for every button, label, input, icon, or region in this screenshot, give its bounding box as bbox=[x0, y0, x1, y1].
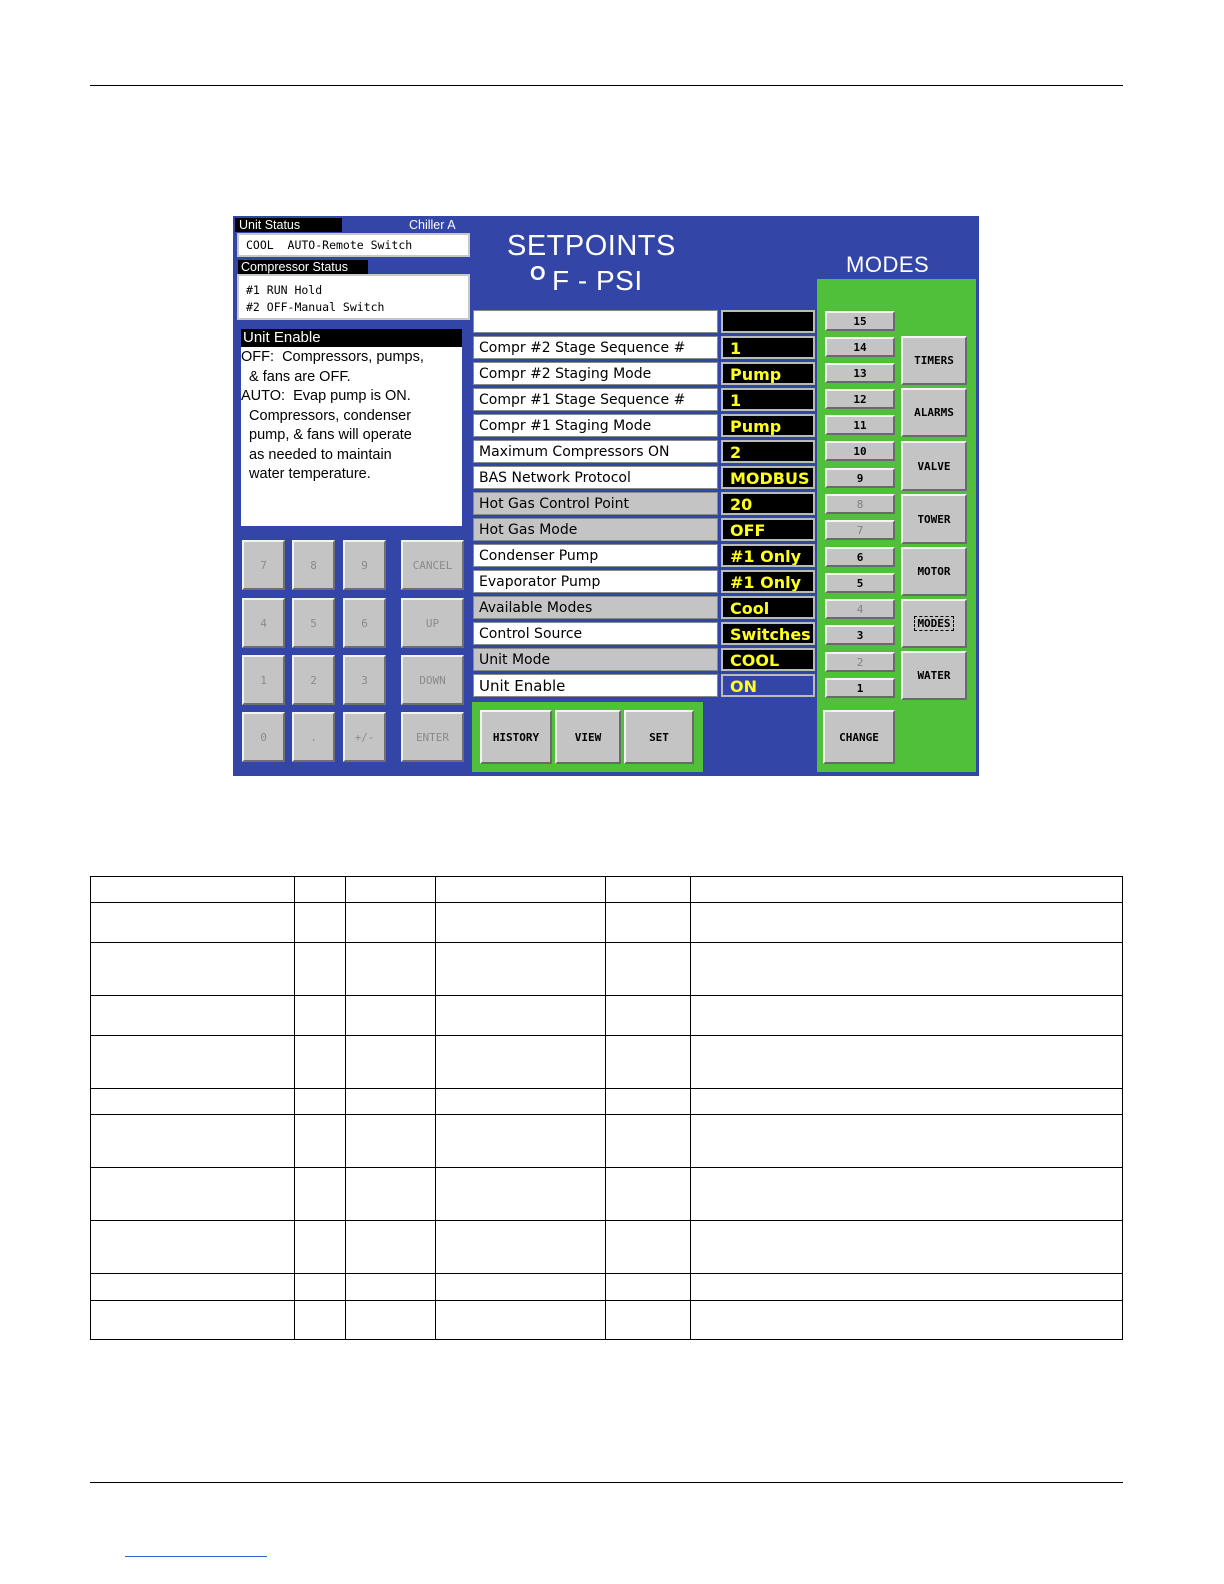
key-6[interactable]: 6 bbox=[343, 598, 386, 648]
setpoint-value-blank[interactable] bbox=[721, 310, 815, 333]
key-4[interactable]: 4 bbox=[242, 598, 285, 648]
setpoint-label-available-modes[interactable]: Available Modes bbox=[473, 596, 718, 619]
setpoint-label-hot-gas-mode[interactable]: Hot Gas Mode bbox=[473, 518, 718, 541]
number-button-14[interactable]: 14 bbox=[825, 337, 895, 357]
key-1[interactable]: 1 bbox=[242, 655, 285, 705]
setpoint-value-compr2-seq[interactable]: 1 bbox=[721, 336, 815, 359]
number-button-1[interactable]: 1 bbox=[825, 678, 895, 698]
setpoint-value-unit-mode[interactable]: COOL bbox=[721, 648, 815, 671]
number-button-4[interactable]: 4 bbox=[825, 599, 895, 619]
number-button-2[interactable]: 2 bbox=[825, 652, 895, 672]
table-cell bbox=[606, 877, 691, 903]
chiller-name: Chiller A bbox=[409, 218, 456, 232]
enter-key[interactable]: ENTER bbox=[401, 712, 464, 762]
number-button-13[interactable]: 13 bbox=[825, 363, 895, 383]
setpoint-label-control-source[interactable]: Control Source bbox=[473, 622, 718, 645]
compressor-2-status: #2 OFF-Manual Switch bbox=[246, 300, 385, 314]
table-row bbox=[91, 1036, 1123, 1089]
table-row bbox=[91, 1301, 1123, 1340]
table-row bbox=[91, 943, 1123, 996]
help-text: OFF: Compressors, pumps, & fans are OFF. AUTO: Evap pump is ON. Compressors, condenser pump, & fans will operate as needed to maintain water temperature. bbox=[241, 349, 424, 482]
table-cell bbox=[346, 877, 436, 903]
setpoint-label-compr2-mode[interactable]: Compr #2 Staging Mode bbox=[473, 362, 718, 385]
key-2[interactable]: 2 bbox=[292, 655, 335, 705]
number-button-9[interactable]: 9 bbox=[825, 468, 895, 488]
down-key[interactable]: DOWN bbox=[401, 655, 464, 705]
number-button-8[interactable]: 8 bbox=[825, 494, 895, 514]
header-rule bbox=[90, 85, 1123, 86]
view-button[interactable]: VIEW bbox=[555, 710, 621, 764]
table-cell bbox=[91, 877, 295, 903]
setpoint-label-unit-enable[interactable]: Unit Enable bbox=[473, 674, 718, 697]
unit-status-label: Unit Status bbox=[239, 218, 301, 232]
modes-button[interactable] bbox=[901, 599, 967, 648]
units-label: F - PSI bbox=[552, 265, 643, 296]
compressor-status-box bbox=[237, 274, 470, 320]
modes-title: MODES bbox=[846, 252, 930, 277]
footer-link-underline bbox=[125, 1556, 267, 1557]
setpoint-value-compr1-mode[interactable]: Pump bbox=[721, 414, 815, 437]
alarms-button[interactable]: ALARMS bbox=[901, 388, 967, 437]
screen-title: SETPOINTS bbox=[507, 230, 676, 262]
table-row bbox=[91, 1221, 1123, 1274]
key-7[interactable]: 7 bbox=[242, 540, 285, 590]
setpoint-value-compr1-seq[interactable]: 1 bbox=[721, 388, 815, 411]
help-title: Unit Enable bbox=[241, 329, 462, 347]
setpoint-value-max-compressors[interactable]: 2 bbox=[721, 440, 815, 463]
setpoint-label-evaporator-pump[interactable]: Evaporator Pump bbox=[473, 570, 718, 593]
number-button-11[interactable]: 11 bbox=[825, 415, 895, 435]
degree-symbol: O bbox=[530, 263, 546, 285]
setpoint-value-unit-enable[interactable]: ON bbox=[721, 674, 815, 697]
setpoint-label-compr1-seq[interactable]: Compr #1 Stage Sequence # bbox=[473, 388, 718, 411]
number-button-10[interactable]: 10 bbox=[825, 441, 895, 461]
table-row bbox=[91, 1274, 1123, 1301]
setpoint-value-evaporator-pump[interactable]: #1 Only bbox=[721, 570, 815, 593]
cancel-key[interactable]: CANCEL bbox=[401, 540, 464, 590]
table-cell bbox=[436, 877, 606, 903]
reference-table bbox=[90, 876, 1123, 1340]
compressor-1-status: #1 RUN Hold bbox=[246, 283, 323, 297]
valve-button[interactable]: VALVE bbox=[901, 441, 967, 491]
table-cell bbox=[691, 877, 1123, 903]
modes-button-label: MODES bbox=[914, 616, 953, 631]
setpoint-label-compr2-seq[interactable]: Compr #2 Stage Sequence # bbox=[473, 336, 718, 359]
tower-button[interactable]: TOWER bbox=[901, 494, 967, 544]
setpoint-label-blank[interactable] bbox=[473, 310, 718, 333]
number-button-7[interactable]: 7 bbox=[825, 520, 895, 540]
number-button-6[interactable]: 6 bbox=[825, 547, 895, 567]
unit-status-text: COOL AUTO-Remote Switch bbox=[246, 238, 413, 252]
setpoint-label-max-compressors[interactable]: Maximum Compressors ON bbox=[473, 440, 718, 463]
table-row bbox=[91, 903, 1123, 943]
change-button[interactable]: CHANGE bbox=[823, 710, 895, 764]
key-5[interactable]: 5 bbox=[292, 598, 335, 648]
motor-button[interactable]: MOTOR bbox=[901, 547, 967, 596]
up-key[interactable]: UP bbox=[401, 598, 464, 648]
number-button-15[interactable]: 15 bbox=[825, 311, 895, 331]
table-row bbox=[91, 1168, 1123, 1221]
number-button-5[interactable]: 5 bbox=[825, 573, 895, 593]
set-button[interactable]: SET bbox=[624, 710, 694, 764]
table-row bbox=[91, 996, 1123, 1036]
setpoint-value-condenser-pump[interactable]: #1 Only bbox=[721, 544, 815, 567]
history-button[interactable]: HISTORY bbox=[480, 710, 552, 764]
setpoint-value-available-modes[interactable]: Cool bbox=[721, 596, 815, 619]
table-cell bbox=[295, 877, 346, 903]
plus-minus-key[interactable]: +/- bbox=[343, 712, 386, 762]
setpoint-label-condenser-pump[interactable]: Condenser Pump bbox=[473, 544, 718, 567]
key-8[interactable]: 8 bbox=[292, 540, 335, 590]
decimal-key[interactable]: . bbox=[292, 712, 335, 762]
unit-status-value bbox=[237, 233, 470, 257]
setpoint-value-compr2-mode[interactable]: Pump bbox=[721, 362, 815, 385]
number-button-3[interactable]: 3 bbox=[825, 625, 895, 645]
setpoint-value-control-source[interactable]: Switches bbox=[721, 622, 815, 645]
table-row bbox=[91, 1115, 1123, 1168]
number-button-12[interactable]: 12 bbox=[825, 389, 895, 409]
key-9[interactable]: 9 bbox=[343, 540, 386, 590]
setpoint-value-hot-gas-mode[interactable]: OFF bbox=[721, 518, 815, 541]
key-3[interactable]: 3 bbox=[343, 655, 386, 705]
setpoint-label-bas-protocol[interactable]: BAS Network Protocol bbox=[473, 466, 718, 489]
setpoint-value-bas-protocol[interactable]: MODBUS bbox=[721, 466, 815, 489]
help-panel bbox=[241, 329, 462, 526]
setpoints-screen bbox=[233, 216, 979, 776]
compressor-status-label: Compressor Status bbox=[241, 260, 348, 274]
setpoint-label-unit-mode[interactable]: Unit Mode bbox=[473, 648, 718, 671]
footer-rule bbox=[90, 1482, 1123, 1483]
water-button[interactable]: WATER bbox=[901, 651, 967, 700]
timers-button[interactable]: TIMERS bbox=[901, 336, 967, 385]
setpoint-value-hot-gas-point[interactable]: 20 bbox=[721, 492, 815, 515]
key-0[interactable]: 0 bbox=[242, 712, 285, 762]
setpoint-label-compr1-mode[interactable]: Compr #1 Staging Mode bbox=[473, 414, 718, 437]
table-row bbox=[91, 1089, 1123, 1115]
setpoint-label-hot-gas-point[interactable]: Hot Gas Control Point bbox=[473, 492, 718, 515]
